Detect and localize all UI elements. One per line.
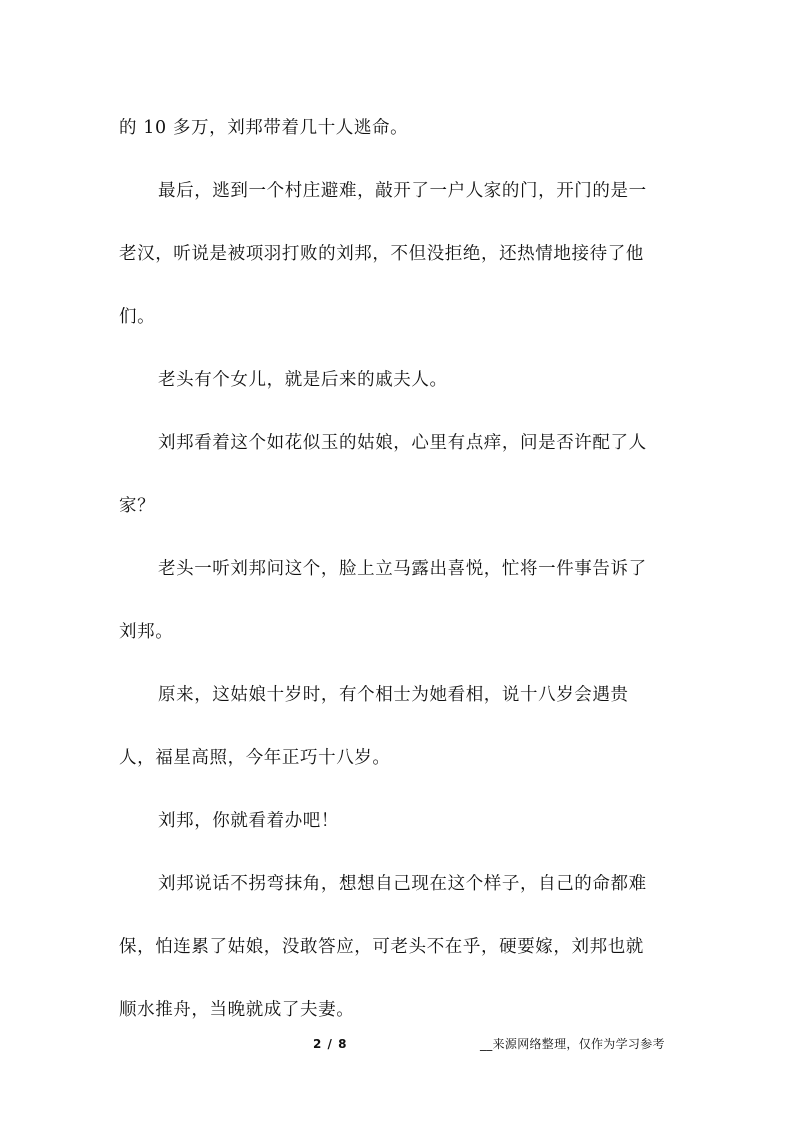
text-line: 刘邦。 <box>119 622 174 642</box>
paragraph-first-line: 最后，逃到一个村庄避难，敲开了一户人家的门，开门的是一 <box>158 181 647 201</box>
paragraph-first-line: 刘邦说话不拐弯抹角，想想自己现在这个样子，自己的命都难 <box>158 874 647 894</box>
text-line: 保，怕连累了姑娘，没敢答应，可老头不在乎，硬要嫁，刘邦也就 <box>119 937 644 957</box>
paragraph-first-line: 原来，这姑娘十岁时，有个相士为她看相，说十八岁会遇贵 <box>158 685 629 705</box>
paragraph-first-line: 老头一听刘邦问这个，脸上立马露出喜悦，忙将一件事告诉了 <box>158 559 647 579</box>
text-line: 的 10 多万，刘邦带着几十人逃命。 <box>119 118 409 138</box>
text-line: 们。 <box>119 307 156 327</box>
text-line: 老汉，听说是被项羽打败的刘邦，不但没拒绝，还热情地接待了他 <box>119 244 644 264</box>
source-note: __来源网络整理，仅作为学习参考 <box>480 1037 665 1051</box>
page-number: 2 / 8 <box>313 1037 348 1051</box>
text-line: 人，福星高照，今年正巧十八岁。 <box>119 748 391 768</box>
text-line: 顺水推舟，当晚就成了夫妻。 <box>119 1000 355 1020</box>
paragraph-first-line: 刘邦看着这个如花似玉的姑娘，心里有点痒，问是否许配了人 <box>158 433 647 453</box>
text-line: 家？ <box>119 496 156 516</box>
paragraph-first-line: 老头有个女儿，就是后来的戚夫人。 <box>158 370 448 390</box>
paragraph-first-line: 刘邦，你就看着办吧！ <box>158 811 339 831</box>
